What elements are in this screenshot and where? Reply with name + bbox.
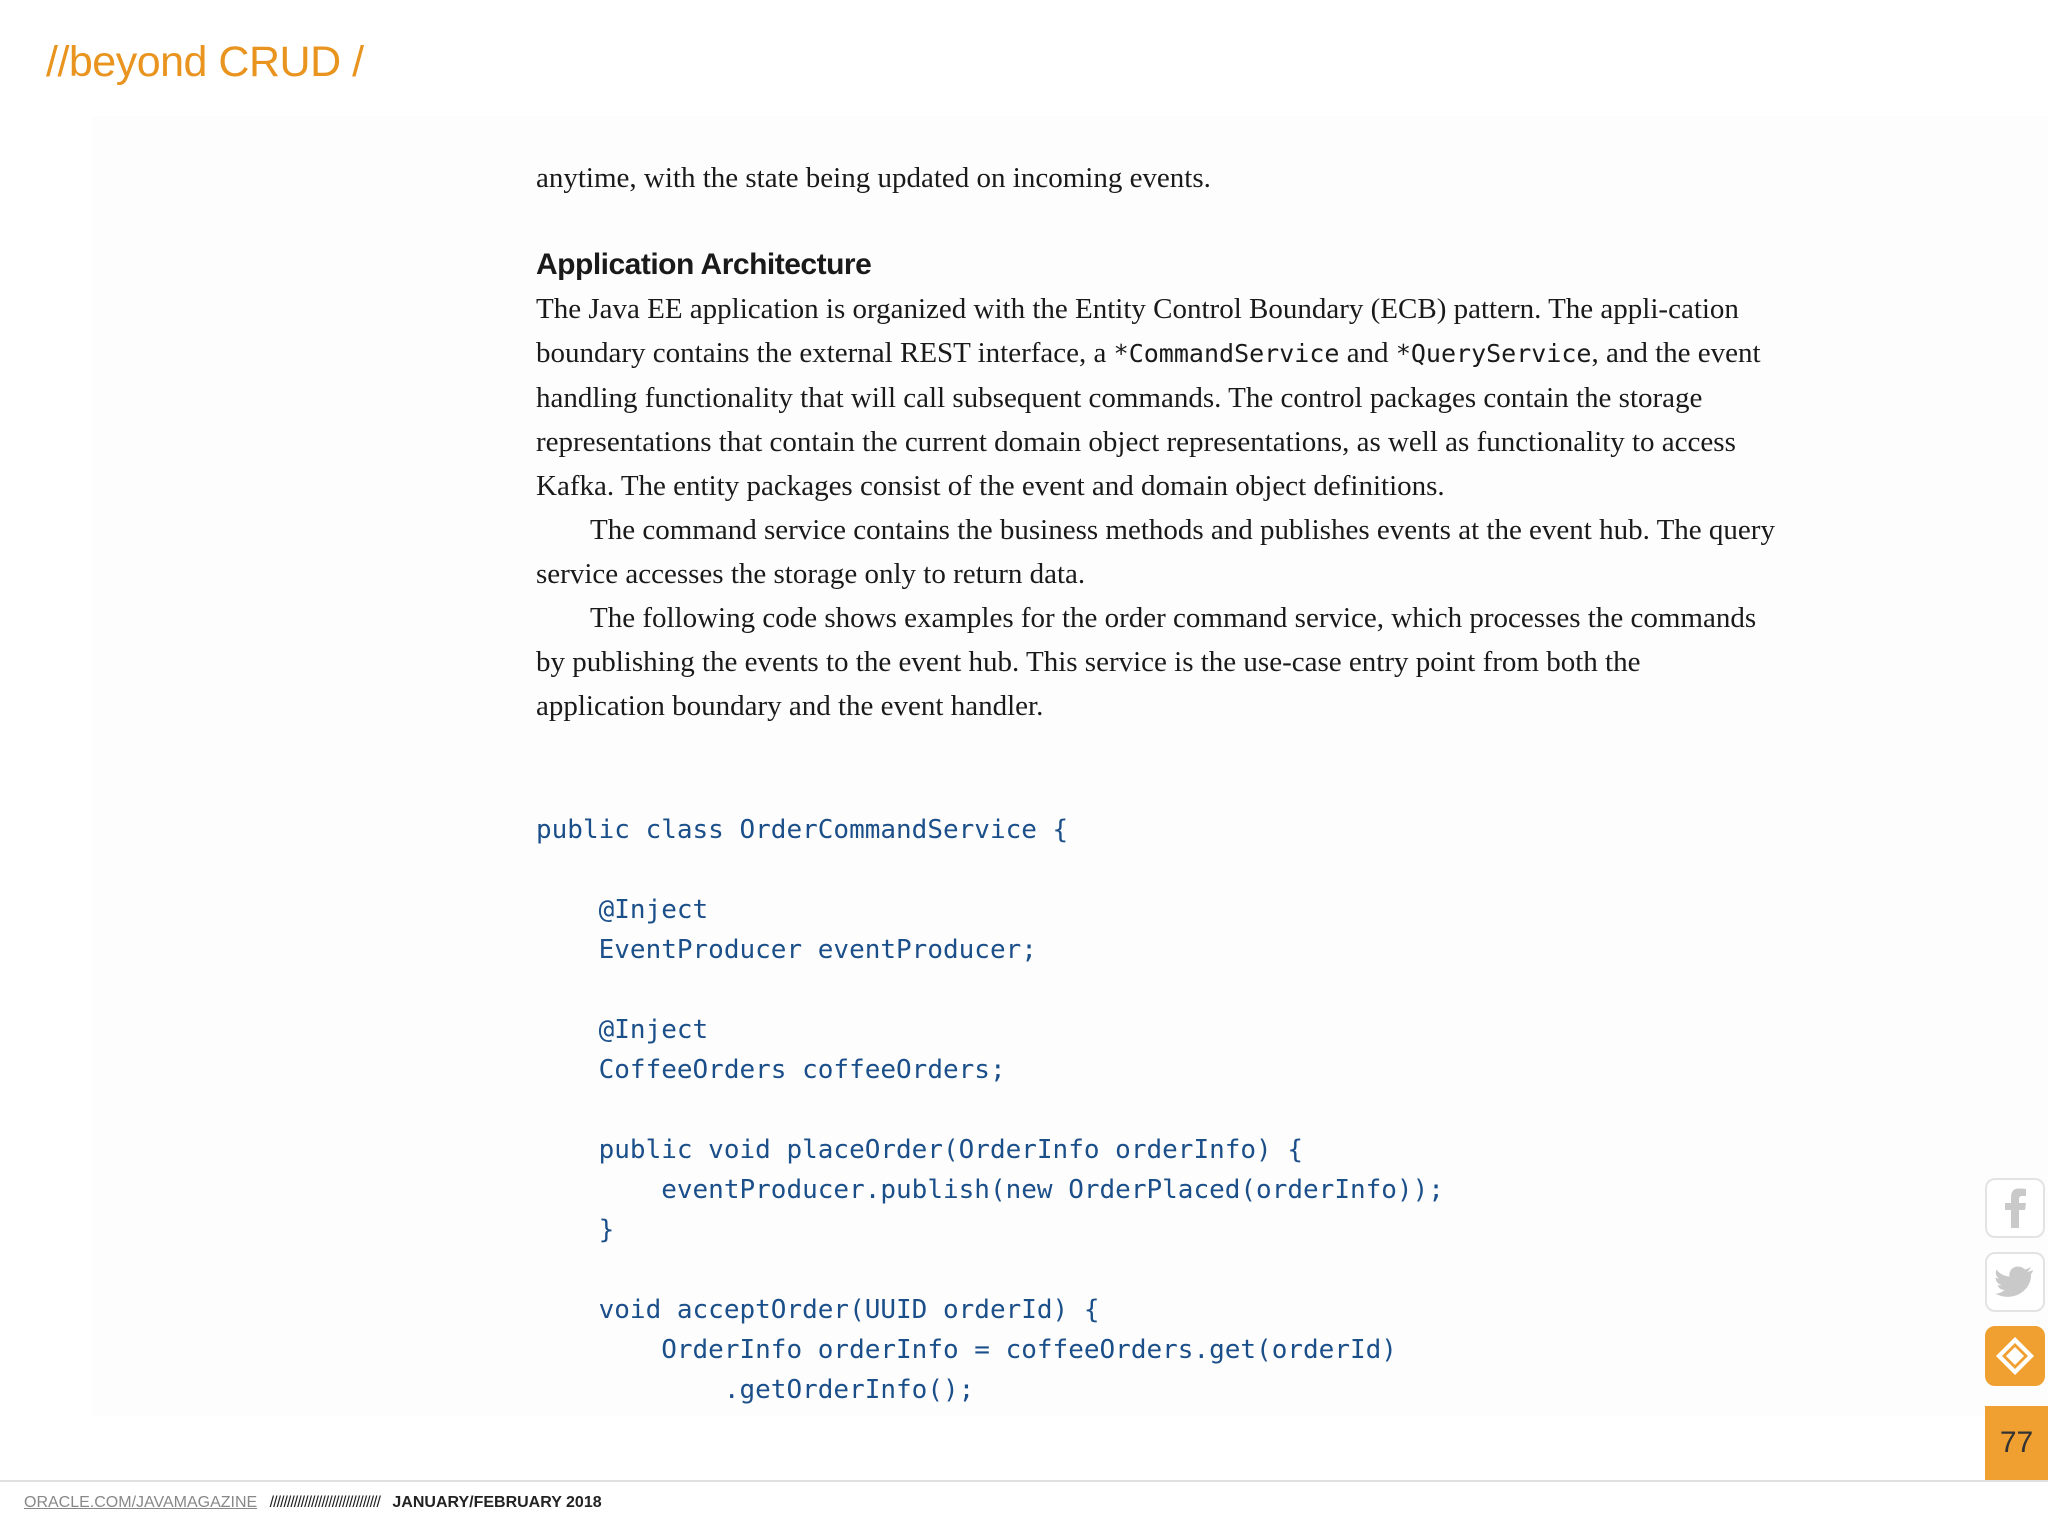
paragraph-2: The command service contains the business methods and publishes events at the event hub. The query service accesses the storage only to return data. <box>536 514 1775 590</box>
page-number: 77 <box>1985 1406 2048 1480</box>
site-link[interactable]: ORACLE.COM/JAVAMAGAZINE <box>24 1494 258 1511</box>
twitter-share-button[interactable] <box>1985 1252 2045 1312</box>
code-line <box>536 970 1444 1010</box>
code-line: EventProducer eventProducer; <box>536 935 1037 965</box>
bookmark-button[interactable] <box>1985 1326 2045 1386</box>
code-line: eventProducer.publish(new OrderPlaced(orderInfo)); <box>536 1175 1444 1205</box>
code-line: .getOrderInfo(); <box>536 1375 975 1405</box>
code-line: } <box>536 1215 615 1245</box>
code-line <box>536 1090 1444 1130</box>
code-line <box>536 850 1444 890</box>
code-line: OrderInfo orderInfo = coffeeOrders.get(orderId) <box>536 1335 1397 1365</box>
code-line <box>536 1250 1444 1290</box>
issue-date: JANUARY/FEBRUARY 2018 <box>392 1494 602 1511</box>
paragraph-1: The Java EE application is organized with the Entity Control Boundary (ECB) pattern. The appli-cation boundary contains the external REST interface, a *CommandService and *QueryService, and the event handling functionality that will call subsequent commands. The control packages contain the storage representations that contain the current domain object representations, as well as functionality to access Kafka. The entity packages consist of the event and domain object definitions. <box>536 293 1761 502</box>
paragraph-3: The following code shows examples for the order command service, which processes the commands by publishing the events to the event hub. This service is the use-case entry point from both the application boundary and the event handler. <box>536 602 1757 722</box>
inline-code-command-service: *CommandService <box>1113 339 1340 368</box>
article-body <box>536 156 1776 728</box>
intro-paragraph-tail: anytime, with the state being updated on incoming events. <box>536 162 1211 194</box>
code-line: void acceptOrder(UUID orderId) { <box>536 1295 1100 1325</box>
section-tag: //beyond CRUD / <box>46 38 364 86</box>
inline-code-query-service: *QueryService <box>1395 339 1592 368</box>
bookmark-icon <box>1993 1334 2037 1378</box>
twitter-icon <box>1995 1265 2035 1299</box>
code-line: CoffeeOrders coffeeOrders; <box>536 1055 1006 1085</box>
footer <box>24 1494 602 1512</box>
code-line: @Inject <box>536 1015 709 1045</box>
code-listing <box>536 810 1444 1410</box>
facebook-share-button[interactable] <box>1985 1178 2045 1238</box>
footer-slashes: //////////////////////////////// <box>269 1494 380 1511</box>
footer-divider <box>0 1480 2048 1482</box>
code-line: public class OrderCommandService { <box>536 815 1069 845</box>
code-line: public void placeOrder(OrderInfo orderInfo) { <box>536 1135 1304 1165</box>
section-heading: Application Architecture <box>536 248 872 281</box>
facebook-icon <box>2000 1188 2030 1228</box>
code-line: @Inject <box>536 895 709 925</box>
